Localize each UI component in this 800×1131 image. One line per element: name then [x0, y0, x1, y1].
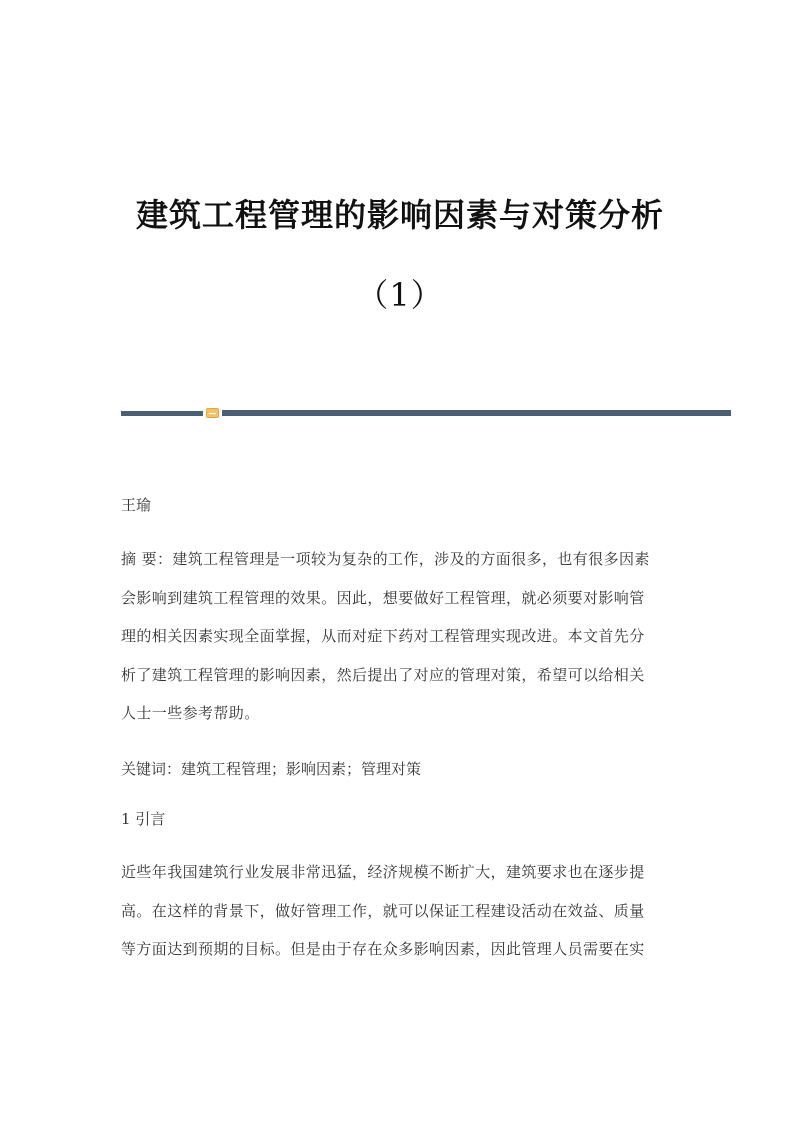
abstract-line: 理的相关因素实现全面掌握，从而对症下药对工程管理实现改进。本文首先分: [121, 627, 645, 645]
divider-bar-left: [121, 411, 203, 416]
keywords: 关键词：建筑工程管理；影响因素；管理对策: [121, 760, 422, 778]
paragraph-line: 等方面达到预期的目标。但是由于存在众多影响因素，因此管理人员需要在实: [121, 940, 645, 958]
paragraph-line: 近些年我国建筑行业发展非常迅猛，经济规模不断扩大，建筑要求也在逐步提: [121, 863, 645, 881]
abstract-line: 人士一些参考帮助。: [121, 704, 260, 722]
section-heading: 1 引言: [121, 810, 166, 828]
document-title-part: （1）: [356, 276, 444, 314]
title-divider: [121, 408, 731, 418]
abstract-line: 会影响到建筑工程管理的效果。因此，想要做好工程管理，就必须要对影响管: [121, 588, 645, 607]
abstract: [121, 540, 681, 733]
abstract-line: 析了建筑工程管理的影响因素，然后提出了对应的管理对策，希望可以给相关: [121, 665, 645, 684]
document-title: 建筑工程管理的影响因素与对策分析: [135, 196, 664, 234]
divider-badge-icon: [206, 408, 219, 418]
divider-bar-right: [222, 410, 731, 416]
paragraph-line: 高。在这样的背景下，做好管理工作，就可以保证工程建设活动在效益、质量: [121, 901, 645, 920]
abstract-line: 摘 要：建筑工程管理是一项较为复杂的工作，涉及的方面很多，也有很多因素: [121, 550, 650, 568]
intro-paragraph: [121, 853, 681, 969]
author-name: 王瑜: [121, 496, 152, 514]
